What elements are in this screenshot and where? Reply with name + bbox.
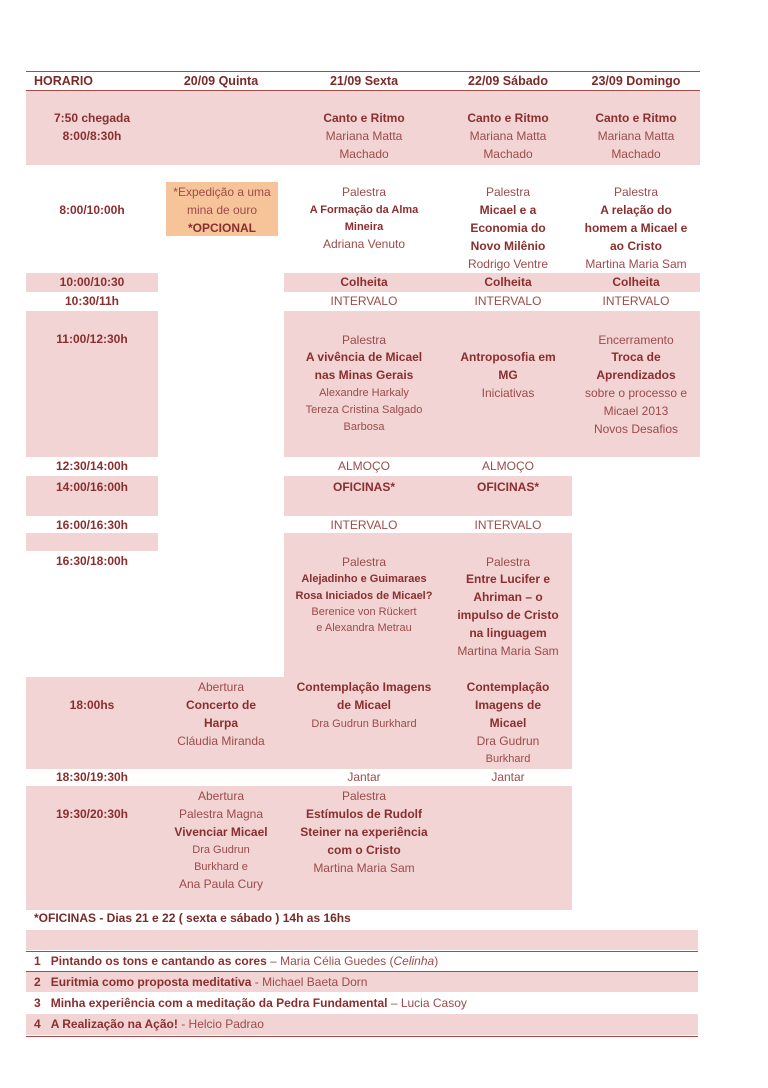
sat-palestra1-speaker: Rodrigo Ventre [467,257,549,271]
fri-intervalo2: INTERVALO [330,518,398,532]
thu-concerto-title2: Harpa [203,716,238,730]
fri-palestra2-title1: A vivência de Micael [305,350,423,364]
fri-palestra1-title1: A Formação da Alma [309,204,419,216]
time-1830-1930: 18:30/19:30h [55,770,129,784]
fri-intervalo: INTERVALO [330,294,398,308]
sat-canto-name1: Mariana Matta [469,129,547,143]
time-1000-1030: 10:00/10:30 [59,275,125,289]
workshop-1-nickname: Celinha [393,954,435,968]
sat-palestra1-label: Palestra [485,185,531,199]
sat-intervalo2: INTERVALO [474,518,542,532]
sun-palestra1-label: Palestra [613,185,659,199]
sat-contemplacao-speaker1: Dra Gudrun [476,734,540,748]
fri-palestra1-label: Palestra [341,185,387,199]
fri-canto-title: Canto e Ritmo [323,111,405,125]
sun-troca-line5: Novos Desafios [593,422,679,436]
time-0800-0830: 8:00/8:30h [62,129,122,143]
workshop-1-title: Pintando os tons e cantando as cores [50,954,267,968]
sat-intervalo: INTERVALO [474,294,542,308]
sat-colheita: Colheita [484,275,532,289]
time-1800: 18:00hs [69,698,115,712]
sun-troca-title2: Aprendizados [596,368,676,382]
sun-troca-title1: Troca de [611,350,661,364]
sun-troca-line3: sobre o processo e [584,386,688,400]
sun-canto-name1: Mariana Matta [597,129,675,143]
footer-line-bottom [26,1036,698,1037]
fri-palestra2-title2: nas Minas Gerais [314,368,414,382]
sun-palestra1-title2: homem a Micael e [584,221,688,235]
fri-almoco: ALMOÇO [337,459,390,473]
fri-palestra2-speaker2: Tereza Cristina Salgado [305,404,423,416]
fri-palestra3-label: Palestra [341,555,387,569]
workshop-1-number: 1 [34,954,41,968]
fri-contemplacao-title2: de Micael [336,698,392,712]
workshop-1-close: ) [434,954,439,968]
sat-palestra3-title3: impulso de Cristo [457,608,559,622]
sat-antroposofia-sub: Iniciativas [481,386,535,400]
header-sexta: 21/09 Sexta [329,74,399,88]
header-domingo: 23/09 Domingo [591,74,681,88]
workshop-2-number: 2 [34,975,41,989]
workshop-3-number: 3 [34,996,41,1010]
thu-expedition-line1: *Expedição a uma [173,185,271,199]
footer-line-2 [26,971,698,972]
fri-palestra2-label: Palestra [341,333,387,347]
sat-contemplacao-title1: Contemplação [466,680,550,694]
sat-canto-title: Canto e Ritmo [467,111,549,125]
thu-abertura-label: Abertura [197,680,245,694]
time-1930-2030: 19:30/20:30h [55,807,129,821]
footer-band-bg [26,930,698,950]
thu-magna-speaker1: Dra Gudrun [192,844,250,856]
sat-palestra3-label: Palestra [485,555,531,569]
time-1600-1630: 16:00/16:30h [55,518,129,532]
fri-palestra4-label: Palestra [341,789,387,803]
sat-contemplacao-title2: Imagens de [474,698,542,712]
thu-expedition-line2: mina de ouro [186,203,258,217]
fri-canto-name2: Machado [339,147,389,161]
thu-magna-abertura: Abertura [197,789,245,803]
sun-canto-name2: Machado [611,147,661,161]
fri-palestra4-title2: Steiner na experiência [300,825,428,839]
workshop-2 [34,973,367,991]
header-horario: HORARIO [34,74,94,88]
fri-palestra4-title1: Estímulos de Rudolf [305,807,422,821]
sat-contemplacao-speaker2: Burkhard [485,753,531,765]
workshop-3-title: Minha experiência com a meditação da Pedra Fundamental [50,996,388,1010]
fri-palestra2-speaker1: Alexandre Harkaly [319,387,409,399]
sat-oficinas: OFICINAS* [476,480,539,494]
workshop-3-leader: – Lucia Casoy [387,996,467,1010]
fri-palestra4-title3: com o Cristo [327,843,401,857]
fri-palestra4-speaker: Martina Maria Sam [313,861,415,875]
time-0800-1000: 8:00/10:00h [59,203,125,217]
sat-palestra3-title2: Ahriman – o [473,590,543,604]
sun-canto-title: Canto e Ritmo [595,111,677,125]
thu-magna-speaker3: Ana Paula Cury [178,877,264,891]
sat-palestra1-title2: Economia do [470,221,546,235]
workshop-1 [34,952,438,970]
oficinas-note: *OFICINAS - Dias 21 e 22 ( sexta e sábado ) 14h as 16hs [34,911,351,925]
fri-palestra1-speaker: Adriana Venuto [322,237,406,251]
fri-palestra3-title2: Rosa Iniciados de Micael? [295,590,433,602]
thu-concerto-performer: Cláudia Miranda [177,734,265,748]
time-1100-1230: 11:00/12:30h [56,332,128,346]
fri-palestra2-speaker3: Barbosa [343,421,385,433]
header-bottom-line [26,90,700,91]
fri-palestra3-title1: Alejadinho e Guimaraes [301,573,427,585]
sun-encerramento: Encerramento [598,333,674,347]
sun-colheita: Colheita [612,275,660,289]
sat-antroposofia-title2: MG [498,368,518,382]
header-sabado: 22/09 Sábado [468,74,548,88]
workshop-4-leader: - Helcio Padrao [177,1017,264,1031]
sat-palestra3-title4: na linguagem [469,626,547,640]
time-1030-1100: 10:30/11h [64,294,120,308]
sat-almoco: ALMOÇO [481,459,534,473]
thu-magna-speaker2: Burkhard e [194,861,248,873]
fri-contemplacao-speaker: Dra Gudrun Burkhard [311,718,417,730]
thu-magna-label: Palestra Magna [178,807,264,821]
sun-palestra1-speaker: Martina Maria Sam [585,257,687,271]
fri-palestra1-title2: Mineira [344,221,384,233]
time-1400-1600: 14:00/16:00h [55,480,129,494]
sun-palestra1-title3: ao Cristo [609,239,662,253]
fri-palestra3-speaker1: Berenice von Rückert [311,606,417,618]
blank-bg [26,533,158,551]
sat-palestra1-title3: Novo Milênio [470,239,546,253]
thu-magna-title: Vivenciar Micael [174,825,268,839]
sat-palestra3-speaker: Martina Maria Sam [457,644,559,658]
fri-jantar: Jantar [347,770,381,784]
sat-contemplacao-title3: Micael [489,716,527,730]
thu-expedition-optional: *OPCIONAL [187,221,256,235]
workshop-1-leader: – Maria Célia Guedes ( [266,954,394,968]
workshop-4-title: A Realização na Ação! [50,1017,178,1031]
sun-palestra1-title1: A relação do [600,203,672,217]
workshop-2-title: Euritmia como proposta meditativa [50,975,252,989]
sun-intervalo: INTERVALO [602,294,670,308]
fri-contemplacao-title1: Contemplação Imagens [296,680,432,694]
sat-jantar: Jantar [491,770,525,784]
thu-concerto-title1: Concerto de [185,698,256,712]
time-1630-1800: 16:30/18:00h [55,554,129,568]
workshop-3 [34,994,467,1012]
sat-palestra1-title1: Micael e a [479,203,537,217]
workshop-4 [34,1015,264,1033]
sun-troca-line4: Micael 2013 [603,404,669,418]
workshop-4-number: 4 [34,1017,41,1031]
time-chegada: 7:50 chegada [53,111,131,125]
fri-oficinas: OFICINAS* [332,480,395,494]
workshop-2-leader: - Michael Baeta Dorn [251,975,368,989]
fri-canto-name1: Mariana Matta [325,129,403,143]
fri-palestra3-speaker2: e Alexandra Metrau [316,622,412,634]
sat-canto-name2: Machado [483,147,533,161]
fri-colheita: Colheita [340,275,388,289]
sat-antroposofia-title1: Antroposofia em [460,350,556,364]
sat-palestra3-title1: Entre Lucifer e [465,572,551,586]
time-1230-1400: 12:30/14:00h [55,459,129,473]
header-quinta: 20/09 Quinta [183,74,259,88]
